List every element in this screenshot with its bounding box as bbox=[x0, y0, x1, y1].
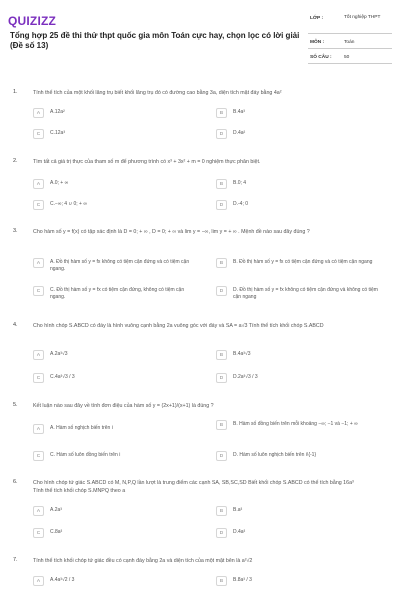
option-letter: B bbox=[216, 258, 227, 268]
question-text: Cho hàm số y = f(x) có tập xác định là D = 0; + ∞ , D = 0; + ∞ và lim y = −∞, lim y = + ∞ . Mệnh đề nào sau đây đúng ? bbox=[33, 229, 310, 235]
option-letter: A bbox=[33, 350, 44, 360]
question-text: Cho hình chóp S.ABCD có đáy là hình vuông cạnh bằng 2a vuông góc với đáy và SA = a√3 Tính thể tích khối chóp S.ABCD bbox=[33, 323, 324, 329]
option-text: A. Hàm số nghịch biến trên i bbox=[50, 425, 113, 431]
option-text: A.12a² bbox=[50, 109, 65, 115]
option-letter: C bbox=[33, 451, 44, 461]
option-text: C.−∞; 4 ∪ 0; + ∞ bbox=[50, 201, 87, 207]
question-3 bbox=[0, 228, 400, 318]
option-text: B.0; 4 bbox=[233, 180, 247, 186]
page-title: Tổng hợp 25 đề thi thử thpt quốc gia môn Toán cực hay, chọn lọc có lời giải (Đề số 13) bbox=[10, 31, 300, 50]
question-2 bbox=[0, 158, 400, 218]
option-letter: A bbox=[33, 576, 44, 586]
option-letter: B bbox=[216, 179, 227, 189]
option-text: A.2a³√3 bbox=[50, 351, 68, 357]
option-text: A.4a³√2 / 3 bbox=[50, 577, 75, 583]
meta-value: 50 bbox=[344, 55, 350, 60]
option-text: C.12a³ bbox=[50, 130, 66, 136]
option-text: D.4a³ bbox=[233, 529, 246, 535]
meta-row-grade bbox=[308, 12, 392, 34]
question-1 bbox=[0, 89, 400, 149]
option-letter: D bbox=[216, 129, 227, 139]
question-4 bbox=[0, 322, 400, 392]
question-7 bbox=[0, 557, 400, 600]
option-text: D.4a² bbox=[233, 130, 246, 136]
option-text: A. Đồ thị hàm số y = fx không có tiệm cận đứng và có tiệm cận ngang. bbox=[50, 259, 190, 272]
option-text: C. Đồ thị hàm số y = fx có tiệm cận đứng, không có tiệm cận ngang. bbox=[50, 287, 185, 300]
meta-row-count bbox=[308, 52, 392, 64]
option-text: C.4a³√3 / 3 bbox=[50, 374, 75, 380]
question-number: 6. bbox=[13, 479, 18, 485]
option-text: D.2a³√3 / 3 bbox=[233, 374, 258, 380]
option-text: B.4a³ bbox=[233, 109, 245, 115]
option-text: B.a³ bbox=[233, 507, 243, 513]
option-letter: B bbox=[216, 576, 227, 586]
meta-value: Toán bbox=[344, 40, 355, 45]
question-number: 5. bbox=[13, 402, 18, 408]
option-letter: B bbox=[216, 108, 227, 118]
question-number: 2. bbox=[13, 158, 18, 164]
option-text: B.8a³ / 3 bbox=[233, 577, 252, 583]
option-text: D. Hàm số luôn nghịch biến trên i\{-1} bbox=[233, 452, 317, 458]
option-text: B. Hàm số đồng biến trên mỗi khoảng −∞; −1 và −1; + ∞ bbox=[233, 421, 358, 427]
question-number: 1. bbox=[13, 89, 18, 95]
option-letter: A bbox=[33, 179, 44, 189]
meta-value: Tốt nghiệp THPT bbox=[344, 15, 381, 20]
option-letter: D bbox=[216, 286, 227, 296]
option-text: B. Đồ thị hàm số y = fx có tiệm cận đứng và có tiệm cận ngang bbox=[233, 259, 373, 265]
question-text: Tìm tất cả giá trị thực của tham số m để phương trình có x³ + 3x² + m = 0 nghiệm thực phân biệt. bbox=[33, 159, 261, 165]
option-letter: B bbox=[216, 350, 227, 360]
option-letter: D bbox=[216, 200, 227, 210]
question-text: Tính thể tích khối chóp tứ giác đều có cạnh đáy bằng 2a và diện tích của một mặt bên là a²√2 bbox=[33, 558, 253, 564]
option-text: D.-4; 0 bbox=[233, 201, 249, 207]
quizizz-logo: QUIZIZZ bbox=[8, 14, 57, 28]
question-6 bbox=[0, 479, 400, 545]
option-letter: C bbox=[33, 373, 44, 383]
option-letter: B bbox=[216, 506, 227, 516]
option-letter: D bbox=[216, 451, 227, 461]
meta-label: SỐ CÂU : bbox=[310, 55, 332, 60]
page-header bbox=[0, 0, 400, 70]
option-letter: A bbox=[33, 424, 44, 434]
option-letter: A bbox=[33, 258, 44, 268]
meta-row-subject bbox=[308, 37, 392, 49]
option-text: C. Hàm số luôn đồng biến trên i bbox=[50, 452, 121, 458]
question-text: Tính thể tích của một khối lăng trụ biết khối lăng trụ đó có đường cao bằng 3a, diện tích mặt đáy bằng 4a² bbox=[33, 90, 282, 96]
option-letter: A bbox=[33, 108, 44, 118]
option-letter: C bbox=[33, 286, 44, 296]
option-letter: B bbox=[216, 420, 227, 430]
question-number: 7. bbox=[13, 557, 18, 563]
meta-label: LỚP : bbox=[310, 16, 324, 21]
question-number: 3. bbox=[13, 228, 18, 234]
option-text: A.2a³ bbox=[50, 507, 62, 513]
option-text: D. Đồ thị hàm số y = fx không có tiệm cận đứng và không có tiệm cận ngang bbox=[233, 287, 378, 300]
option-letter: C bbox=[33, 200, 44, 210]
question-number: 4. bbox=[13, 322, 18, 328]
option-text: A.0; + ∞ bbox=[50, 180, 69, 186]
option-text: B.4a³√3 bbox=[233, 351, 251, 357]
option-letter: D bbox=[216, 528, 227, 538]
option-letter: D bbox=[216, 373, 227, 383]
option-letter: A bbox=[33, 506, 44, 516]
option-letter: C bbox=[33, 129, 44, 139]
meta-label: MÔN : bbox=[310, 40, 325, 45]
option-text: C.8a³ bbox=[50, 529, 63, 535]
option-letter: C bbox=[33, 528, 44, 538]
question-5 bbox=[0, 402, 400, 468]
question-text: Kết luận nào sau đây về tính đơn điệu của hàm số y = (2x+1)/(x+1) là đúng ? bbox=[33, 403, 214, 409]
question-text: Cho hình chóp tứ giác S.ABCD có M, N,P,Q lần lượt là trung điểm các cạnh SA, SB,SC,SD Biết khối chóp S.ABCD có thể tích bằng 16a³ Tính thể tích khối chóp S.MNPQ theo a bbox=[33, 480, 354, 494]
